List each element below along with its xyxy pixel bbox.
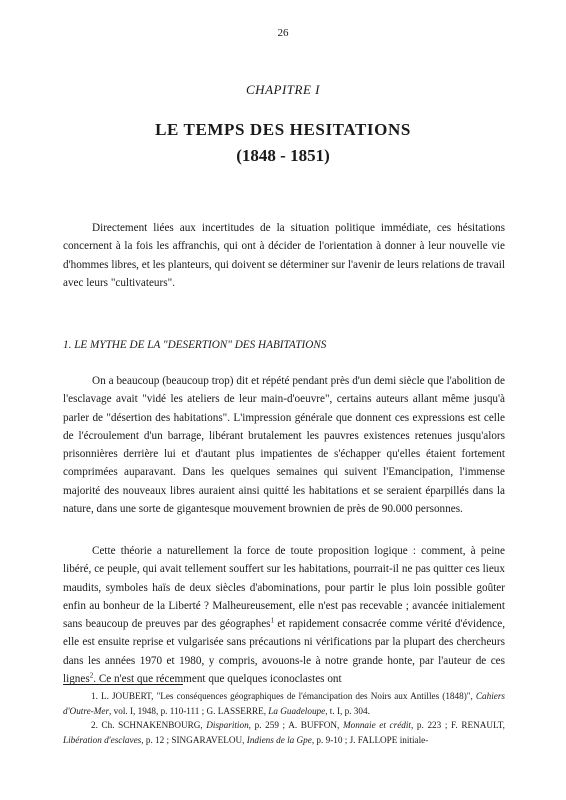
footnote-text: , p. 259 ; A. BUFFON, (248, 720, 343, 730)
footnote-text: 1. L. JOUBERT, "Les conséquences géographiques de l'émancipation des Noirs aux Antilles (1848)", (91, 691, 476, 701)
footnote-text: , p. 223 ; F. RENAULT, (410, 720, 505, 730)
intro-paragraph: Directement liées aux incertitudes de la situation politique immédiate, ces hésitations concernent à la fois les affranchis, qui ont à décider de l'orientation à donner à leur nouvelle vie d'hommes libres, et les planteurs, qui doivent se déterminer sur l'avenir de leurs relations de travail avec leurs "cultivateurs". (63, 222, 505, 289)
paragraph-text: Cette théorie a naturellement la force de toute proposition logique : comment, à peine libéré, ce peuple, qui avait tellement souffert sur les habitations, pourrait-il ne pas quitter ces lieux maudits, symboles haïs de deux siècles d'abominations, pour partir le plus loin possible goûter enfin au bonheur de la Liberté ? Malheureusement, elle n'est pas recevable ; avancée initialement sans beaucoup de preuves par des géographes (63, 545, 505, 631)
paragraph-text: . Ce n'est que récemment que quelques iconoclastes ont (93, 673, 342, 686)
footnote-ref-2[interactable]: 2 (89, 671, 94, 680)
footnote-2 (63, 718, 505, 747)
footnote-1 (63, 689, 505, 718)
footnote-title: Indiens de la Gpe (246, 734, 312, 745)
footnote-title: La Guadeloupe (268, 705, 326, 716)
footnote-title: Disparition (206, 720, 249, 730)
footnote-ref-1[interactable]: 1 (270, 616, 275, 625)
footnote-title: Cahiers d'Outre-Mer (63, 691, 505, 716)
paragraph-text: et rapidement consacrée comme vérité d'évidence, elle est ensuite reprise et vulgarisée sans précautions ni vérifications par la plupart des chercheurs dans les années 1970 et 1980, y compris, avouons-le à notre grande honte, par l'auteur de ces lignes (63, 618, 505, 686)
footnote-text: 2. Ch. SCHNAKENBOURG, (91, 720, 207, 730)
page-number: 26 (277, 27, 289, 39)
footnote-text: , p. 9-10 ; J. FALLOPE initiale- (311, 734, 429, 745)
footnotes (63, 689, 505, 747)
footnote-text: , t. I, p. 304. (325, 705, 370, 716)
footnote-text: , vol. I, 1948, p. 110-111 ; G. LASSERRE, (109, 705, 269, 716)
footnote-title: Libération d'esclaves (63, 734, 142, 745)
chapter-title: LE TEMPS DES HESITATIONS (155, 120, 411, 139)
footnote-text: , p. 12 ; SINGARAVELOU, (141, 734, 247, 745)
footnote-divider (63, 684, 183, 685)
body-paragraph-1: On a beaucoup (beaucoup trop) dit et répété pendant près d'un demi siècle que l'abolition de l'esclavage avait "vidé les ateliers de leur main-d'oeuvre", certains auteurs allant même jusqu'à parler de "désertion des habitations". L'impression générale que donnent ces expressions est celle de l'écroulement d'un barrage, libérant brutalement les pauvres existences retenues jusqu'alors prisonnières derrière lui et d'autant plus impatientes de s'échapper qu'elles étaient fortement comprimées auparavant. Dans les quelques semaines qui suivent l'Emancipation, l'immense majorité des nouveaux libres auraient ainsi quitté les habitations et se seraient éparpillés dans la nature, dans une sorte de gigantesque mouvement brownien de près de 90.000 personnes. (63, 375, 505, 516)
footnote-title: Monnaie et crédit (342, 720, 411, 730)
body-paragraph-2 (63, 542, 505, 688)
chapter-label: CHAPITRE I (246, 82, 320, 97)
chapter-dates: (1848 - 1851) (236, 146, 330, 165)
section-heading: 1. LE MYTHE DE LA "DESERTION" DES HABITATIONS (63, 339, 327, 351)
